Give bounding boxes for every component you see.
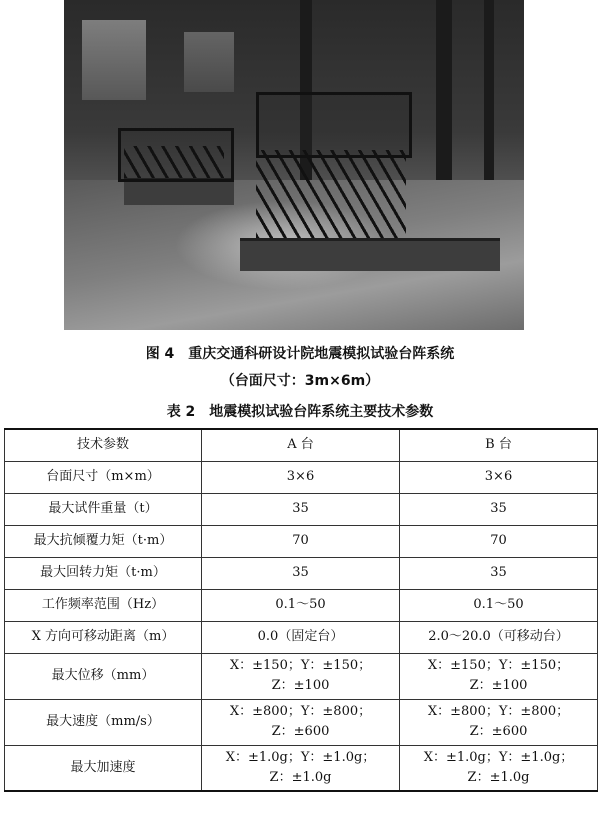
param-name-cell: 最大试件重量（t） — [5, 493, 202, 525]
table-row — [5, 745, 598, 791]
param-name-cell: 工作频率范围（Hz） — [5, 589, 202, 621]
header-cell: B 台 — [400, 429, 598, 461]
table-row — [5, 493, 598, 525]
figure-photo — [64, 0, 524, 330]
header-cell: A 台 — [202, 429, 400, 461]
b-value-cell — [400, 653, 598, 699]
param-name-cell: 最大抗倾覆力矩（t·m） — [5, 525, 202, 557]
b-value-cell — [400, 699, 598, 745]
param-name-cell: X 方向可移动距离（m） — [5, 621, 202, 653]
param-name-cell: 最大速度（mm/s） — [5, 699, 202, 745]
param-name-cell: 最大位移（mm） — [5, 653, 202, 699]
value-line: Z：±100 — [469, 678, 528, 693]
figure-caption-sub: （台面尺寸：3m×6m） — [220, 373, 380, 389]
value-line: Z：±1.0g — [467, 769, 530, 785]
a-value-cell: 35 — [202, 557, 400, 589]
value-line: X：±150；Y：±150； — [229, 658, 372, 673]
table-row — [5, 557, 598, 589]
b-value-cell: 35 — [400, 557, 598, 589]
value-line: Z：±1.0g — [269, 769, 332, 785]
a-value-cell: 0.0（固定台） — [202, 621, 400, 653]
parameters-table — [4, 428, 598, 792]
photo-shake-table — [124, 178, 234, 205]
b-value-cell: 70 — [400, 525, 598, 557]
value-line: Z：±100 — [271, 678, 330, 693]
param-name-cell: 最大加速度 — [5, 745, 202, 791]
photo-window — [82, 20, 146, 100]
photo-small-truss — [124, 146, 224, 178]
table-row — [5, 621, 598, 653]
a-value-cell: 35 — [202, 493, 400, 525]
b-value-cell: 0.1～50 — [400, 589, 598, 621]
b-value-cell: 35 — [400, 493, 598, 525]
photo-shake-table — [240, 238, 500, 271]
a-value-cell: 0.1～50 — [202, 589, 400, 621]
table-row — [5, 589, 598, 621]
value-line: Z：±600 — [469, 724, 528, 739]
b-value-cell: 2.0～20.0（可移动台） — [400, 621, 598, 653]
table-title: 表 2 地震模拟试验台阵系统主要技术参数 — [166, 404, 434, 420]
value-line: X：±150；Y：±150； — [427, 658, 570, 673]
table-row — [5, 525, 598, 557]
a-value-cell: 3×6 — [202, 461, 400, 493]
value-line: X：±800；Y：±800； — [427, 704, 570, 719]
photo-large-truss — [256, 150, 406, 238]
table-row — [5, 653, 598, 699]
figure-caption: 图 4 重庆交通科研设计院地震模拟试验台阵系统 — [145, 346, 455, 362]
value-line: X：±1.0g；Y：±1.0g； — [423, 749, 574, 765]
value-line: X：±1.0g；Y：±1.0g； — [225, 749, 376, 765]
photo-large-frame — [256, 92, 412, 158]
value-line: Z：±600 — [271, 724, 330, 739]
param-name-cell: 最大回转力矩（t·m） — [5, 557, 202, 589]
table-header-row — [5, 429, 598, 461]
photo-window — [184, 32, 234, 92]
table-row — [5, 461, 598, 493]
a-value-cell — [202, 745, 400, 791]
a-value-cell: 70 — [202, 525, 400, 557]
table-row — [5, 699, 598, 745]
a-value-cell — [202, 699, 400, 745]
b-value-cell — [400, 745, 598, 791]
header-cell: 技术参数 — [5, 429, 202, 461]
param-name-cell: 台面尺寸（m×m） — [5, 461, 202, 493]
a-value-cell — [202, 653, 400, 699]
value-line: X：±800；Y：±800； — [229, 704, 372, 719]
b-value-cell: 3×6 — [400, 461, 598, 493]
